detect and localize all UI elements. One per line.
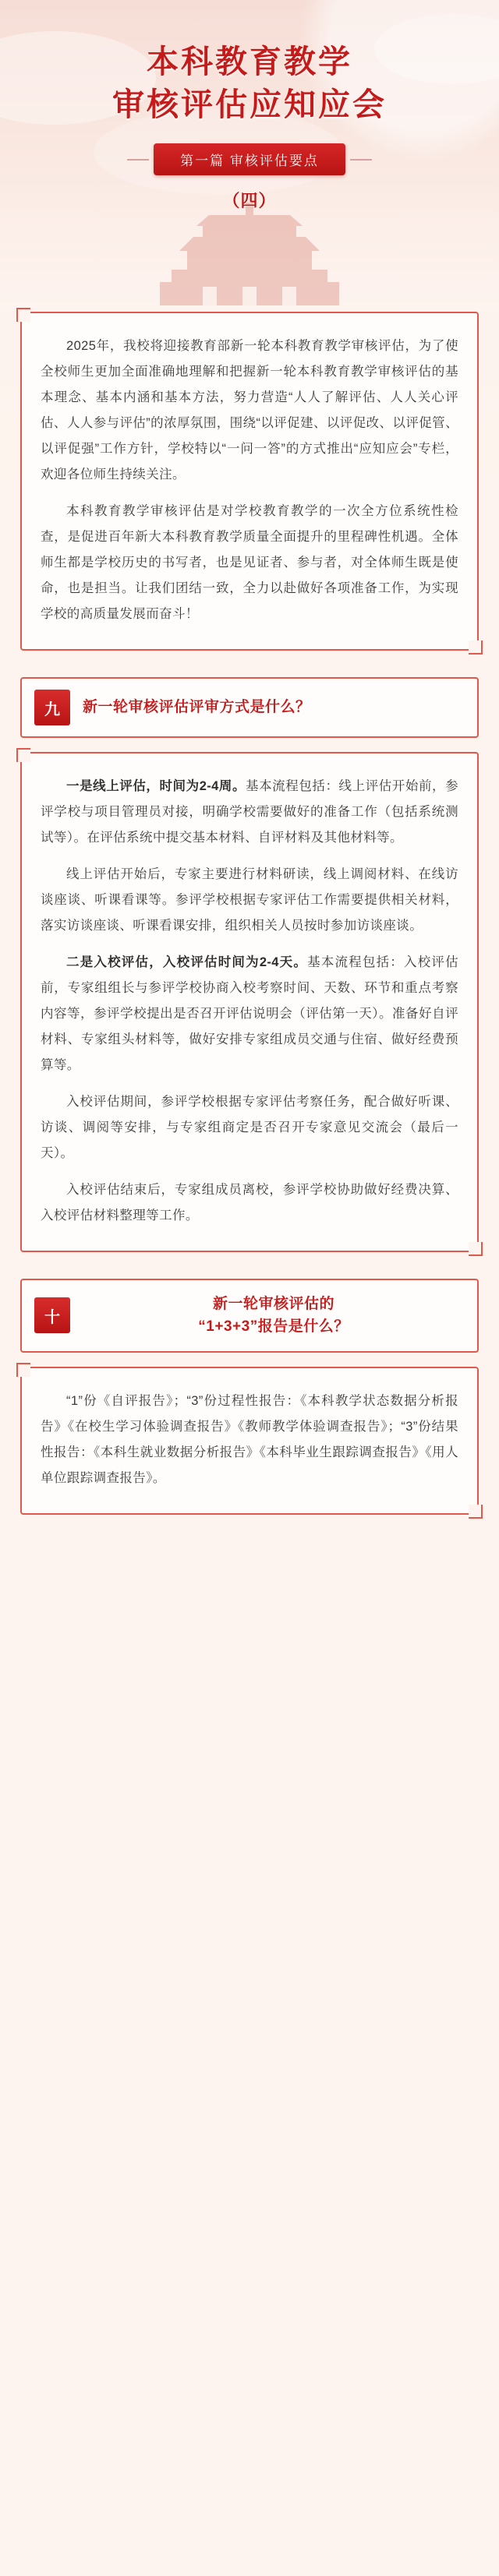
header-banner [0,0,499,312]
ribbon-wrap [0,143,499,175]
page-title-line1: 本科教育教学 [147,44,352,79]
intro-paragraph: 2025年，我校将迎接教育部新一轮本科教育教学审核评估，为了使全校师生更加全面准确地理解和把握新一轮本科教育教学审核评估的基本理念、基本内涵和基本方法，努力营造“人人了解评估、人人关心评估、人人参与评估”的浓厚氛围，围绕“以评促建、以评促改、以评促管、以评促强”工作方针，学校特以“一问一答”的方式推出“应知应会”专栏，欢迎各位师生持续关注。 [41,339,458,482]
section-body-10 [20,1367,479,1515]
title-block [0,0,499,212]
page-title [0,41,499,126]
section-paragraph: “1”份《自评报告》；“3”份过程性报告：《本科教学状态数据分析报告》《在校生学习体验调查报告》《教师教学体验调查报告》；“3”份结果性报告：《本科生就业数据分析报告》《本科毕业生跟踪调查报告》《用人单位跟踪调查报告》。 [41,1393,458,1485]
section-number-badge: 九 [34,690,70,725]
gate-tower-icon [86,195,413,312]
section-heading-9 [20,677,479,738]
section-title-line1: 新一轮审核评估的 [212,1296,334,1312]
issue-number: （四） [222,190,277,210]
section-paragraph: 线上评估开始后，专家主要进行材料研读，线上调阅材料、在线访谈座谈、听课看课等。参评学校根据专家评估工作需要提供相关材料，落实访谈座谈、听课看课安排，组织相关人员按时参加访谈座谈。 [41,867,458,933]
intro-paragraph: 本科教育教学审核评估是对学校教育教学的一次全方位系统性检查，是促进百年新大本科教育教学质量全面提升的里程碑性机遇。全体师生都是学校历史的书写者，也是见证者、参与者，对全体师生既是使命，也是担当。让我们团结一致，全力以赴做好各项准备工作，为实现学校的高质量发展而奋斗！ [41,504,458,621]
page-title-line2: 审核评估应知应会 [112,86,387,122]
section-body-9 [20,752,479,1252]
content-area [0,312,499,1604]
section-paragraph: 入校评估期间，参评学校根据专家评估考察任务，配合做好听课、访谈、调阅等安排，与专家组商定是否召开专家意见交流会（最后一天）。 [41,1095,458,1160]
section-title: 新一轮审核评估评审方式是什么？ [83,699,311,716]
intro-card [20,312,479,651]
section-title [83,1293,465,1339]
bottom-spacer [20,1541,479,1572]
section-paragraph: 入校评估结束后，专家组成员离校，参评学校协助做好经费决算、入校评估材料整理等工作。 [41,1183,458,1223]
section-title-line2: “1+3+3”报告是什么？ [198,1318,349,1336]
section-paragraph: 二是入校评估，入校评估时间为2-4天。基本流程包括：入校评估前，专家组组长与参评学校协商入校考察时间、天数、环节和重点考察内容等，参评学校提出是否召开评估说明会（评估第一天）。准备好自评材料、专家组头材料等，做好安排专家组成员交通与住宿、做好经费预算等。 [41,955,458,1072]
section-paragraph: 一是线上评估，时间为2-4周。基本流程包括：线上评估开始前，参评学校与项目管理员对接，明确学校需要做好的准备工作（包括系统测试等）。在评估系统中提交基本材料、自评材料及其他材料等。 [41,779,458,845]
section-ribbon: 第一篇 审核评估要点 [154,143,345,175]
section-heading-10 [20,1279,479,1353]
section-number-badge: 十 [34,1297,70,1333]
